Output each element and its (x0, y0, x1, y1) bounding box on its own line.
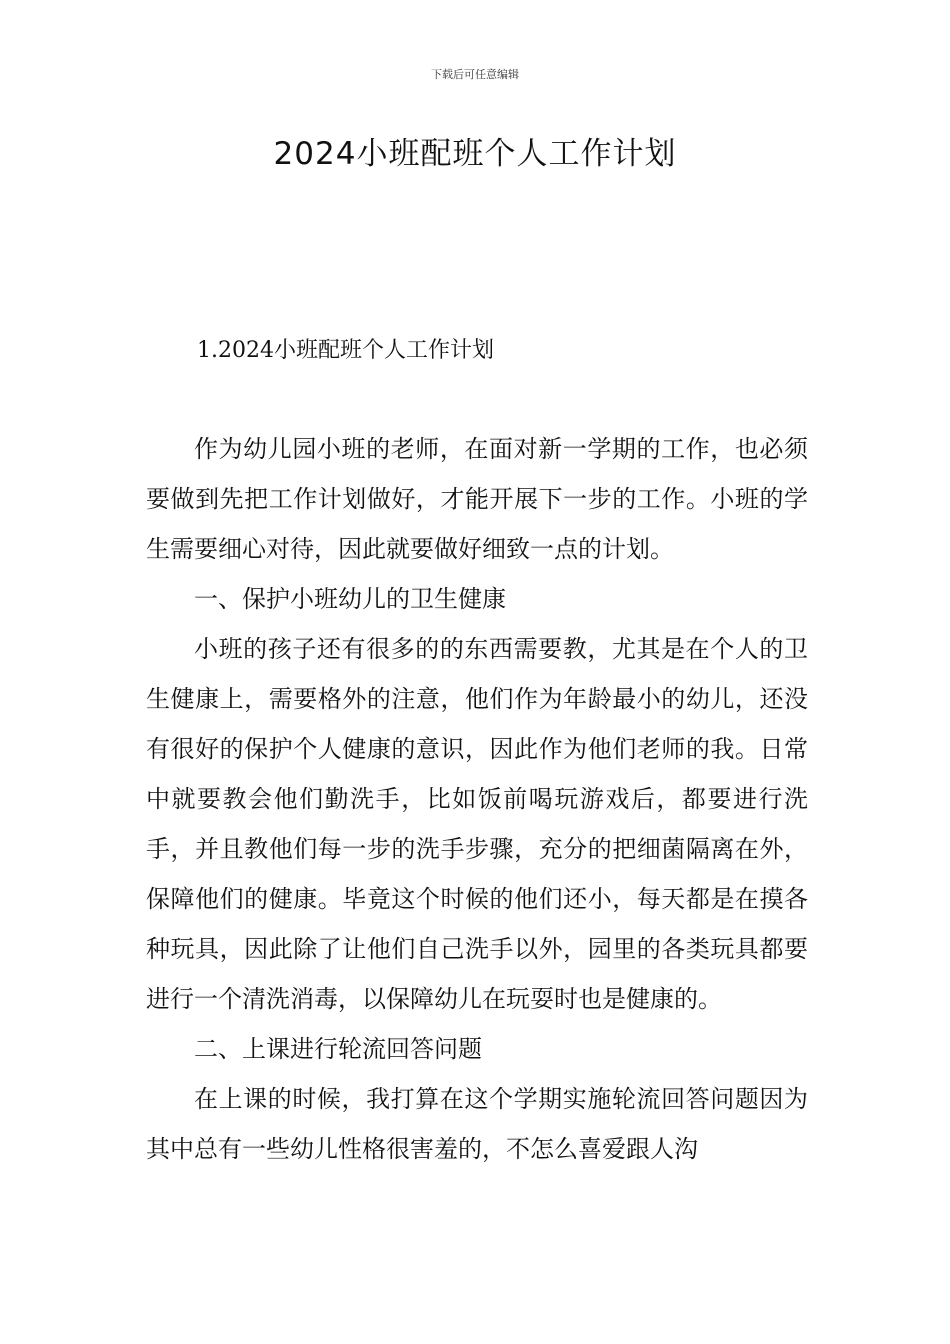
class-questions-paragraph: 在上课的时候，我打算在这个学期实施轮流回答问题因为其中总有一些幼儿性格很害羞的，不怎么喜爱跟人沟 (146, 1085, 808, 1163)
section-heading: 1.2024小班配班个人工作计划 (197, 338, 494, 363)
page-header-note: 下载后可任意编辑 (431, 68, 519, 81)
document-body (146, 424, 808, 1174)
subheading-hygiene: 一、保护小班幼儿的卫生健康 (194, 585, 506, 613)
subheading-class-questions: 二、上课进行轮流回答问题 (194, 1035, 482, 1063)
hygiene-paragraph: 小班的孩子还有很多的的东西需要教，尤其是在个人的卫生健康上，需要格外的注意，他们作为年龄最小的幼儿，还没有很好的保护个人健康的意识，因此作为他们老师的我。日常中就要教会他们勤洗手，比如饭前喝玩游戏后，都要进行洗手，并且教他们每一步的洗手步骤，充分的把细菌隔离在外，保障他们的健康。毕竟这个时候的他们还小，每天都是在摸各种玩具，因此除了让他们自己洗手以外，园里的各类玩具都要进行一个清洗消毒，以保障幼儿在玩耍时也是健康的。 (146, 635, 808, 1013)
intro-paragraph: 作为幼儿园小班的老师，在面对新一学期的工作，也必须要做到先把工作计划做好，才能开展下一步的工作。小班的学生需要细心对待，因此就要做好细致一点的计划。 (146, 435, 808, 563)
document-title: 2024小班配班个人工作计划 (273, 136, 677, 172)
